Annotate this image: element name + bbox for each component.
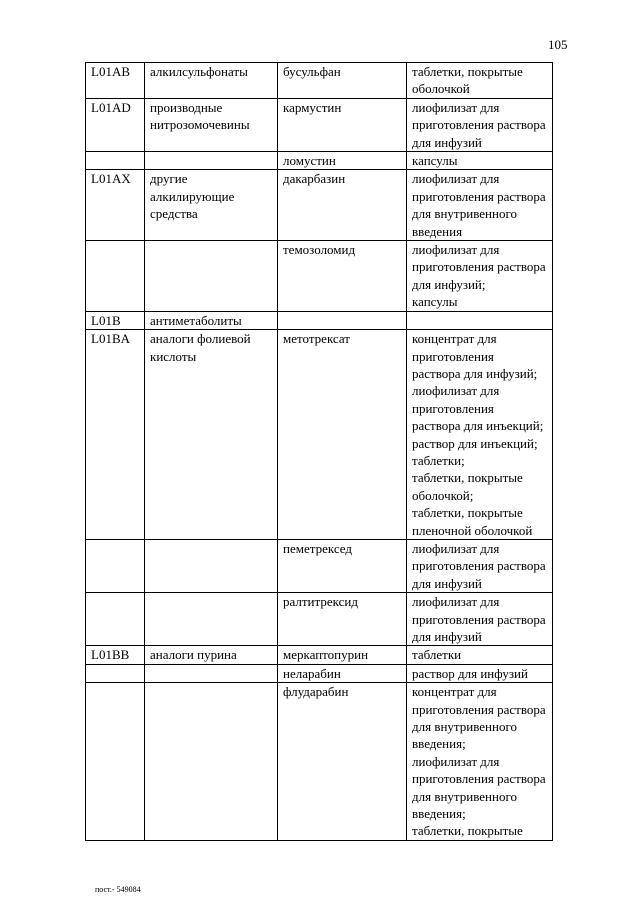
drug-name-cell — [278, 311, 407, 329]
dosage-form-line: для инфузий — [412, 575, 482, 591]
group-name-line: средства — [150, 206, 198, 222]
dosage-form-line: для внутривенного — [412, 788, 517, 804]
dosage-form-cell — [407, 646, 553, 664]
table-row — [86, 330, 553, 540]
dosage-form-line: приготовления — [412, 400, 494, 416]
table-row — [86, 683, 553, 841]
table-row — [86, 152, 553, 170]
table-row — [86, 646, 553, 664]
group-name-line: другие — [150, 171, 188, 187]
group-name-cell — [145, 683, 278, 841]
table-row — [86, 664, 553, 682]
atc-code-cell — [86, 539, 145, 592]
dosage-form-line: лиофилизат для — [412, 383, 500, 399]
atc-code: L01AB — [91, 64, 130, 79]
atc-code-cell — [86, 683, 145, 841]
group-name-cell — [145, 241, 278, 312]
dosage-form-cell — [407, 539, 553, 592]
dosage-form-cell — [407, 152, 553, 170]
atc-code-cell — [86, 330, 145, 540]
group-name-line: производные — [150, 99, 223, 115]
dosage-form-line: приготовления раствора — [412, 701, 546, 717]
drug-name-cell — [278, 152, 407, 170]
dosage-form-line: пленочной оболочкой — [412, 522, 533, 538]
atc-code-cell — [86, 241, 145, 312]
dosage-form-line: раствора для инфузий; — [412, 365, 538, 381]
group-name-line: аналоги пурина — [150, 647, 237, 663]
group-name-cell — [145, 311, 278, 329]
group-name-line: кислоты — [150, 348, 197, 364]
dosage-form-line: концентрат для — [412, 331, 497, 347]
group-name-cell — [145, 664, 278, 682]
dosage-form-line: таблетки, покрытые — [412, 64, 523, 79]
dosage-form-line: лиофилизат для — [412, 242, 500, 258]
group-name-line: аналоги фолиевой — [150, 331, 251, 347]
drug-table-body — [86, 63, 553, 841]
dosage-form-line: приготовления раствора — [412, 259, 546, 275]
atc-code-cell — [86, 152, 145, 170]
group-name-cell — [145, 98, 278, 151]
drug-name-cell — [278, 170, 407, 241]
drug-name-line: темозоломид — [283, 242, 356, 258]
dosage-form-cell — [407, 170, 553, 241]
dosage-form-line: введения; — [412, 736, 466, 752]
atc-code-cell — [86, 98, 145, 151]
dosage-form-line: раствора для инъекций; — [412, 418, 544, 434]
dosage-form-line: лиофилизат для — [412, 540, 500, 556]
dosage-form-line: таблетки, покрытые — [412, 505, 523, 521]
drug-name-cell — [278, 539, 407, 592]
group-name-line: алкилсульфонаты — [150, 64, 248, 79]
atc-code-cell — [86, 664, 145, 682]
dosage-form-line: капсулы — [412, 294, 458, 310]
dosage-form-line: для инфузий — [412, 134, 482, 150]
table-row — [86, 539, 553, 592]
dosage-form-line: приготовления раствора — [412, 771, 546, 787]
dosage-form-line: для инфузий — [412, 629, 482, 644]
dosage-form-line: таблетки — [412, 647, 462, 663]
dosage-form-line: капсулы — [412, 153, 458, 169]
group-name-line: нитрозомочевины — [150, 117, 250, 133]
atc-code-cell — [86, 593, 145, 646]
drug-name-cell — [278, 241, 407, 312]
dosage-form-cell — [407, 98, 553, 151]
drug-name-cell — [278, 683, 407, 841]
table-row — [86, 241, 553, 312]
dosage-form-cell — [407, 330, 553, 540]
group-name-cell — [145, 330, 278, 540]
dosage-form-cell — [407, 683, 553, 841]
atc-code: L01AX — [91, 171, 131, 187]
atc-code-cell — [86, 63, 145, 99]
drug-name-cell — [278, 330, 407, 540]
drug-name-line: кармустин — [283, 99, 342, 115]
atc-code: L01BA — [91, 331, 130, 347]
table-row — [86, 170, 553, 241]
table-row — [86, 593, 553, 646]
group-name-cell — [145, 593, 278, 646]
dosage-form-cell — [407, 593, 553, 646]
drug-name-line: флударабин — [283, 684, 349, 700]
dosage-form-line: оболочкой — [412, 81, 470, 97]
dosage-form-line: приготовления раствора — [412, 611, 546, 627]
atc-code-cell — [86, 646, 145, 664]
dosage-form-line: оболочкой; — [412, 487, 474, 503]
group-name-cell — [145, 152, 278, 170]
drug-name-cell — [278, 593, 407, 646]
atc-code: L01BB — [91, 647, 130, 663]
dosage-form-line: приготовления — [412, 348, 494, 364]
table-row — [86, 98, 553, 151]
drug-name-line: ралтитрексид — [283, 594, 358, 610]
dosage-form-line: раствор для инъекций; — [412, 435, 538, 451]
drug-table — [85, 62, 553, 841]
dosage-form-cell — [407, 664, 553, 682]
dosage-form-line: таблетки; — [412, 452, 465, 468]
drug-name-line: дакарбазин — [283, 171, 346, 187]
atc-code-cell — [86, 170, 145, 241]
dosage-form-cell — [407, 63, 553, 99]
dosage-form-line: раствор для инфузий — [412, 665, 528, 681]
group-name-cell — [145, 170, 278, 241]
dosage-form-line: приготовления раствора — [412, 558, 546, 574]
dosage-form-cell — [407, 311, 553, 329]
dosage-form-line: для внутривенного — [412, 719, 517, 735]
dosage-form-line: для инфузий; — [412, 276, 486, 292]
drug-name-line: меркаптопурин — [283, 647, 369, 663]
drug-name-line: пеметрексед — [283, 540, 352, 556]
atc-code: L01B — [91, 312, 121, 328]
drug-name-cell — [278, 646, 407, 664]
group-name-line: алкилирующие — [150, 188, 235, 204]
footer-code: пост.- 549084 — [95, 885, 141, 894]
dosage-form-line: введения; — [412, 806, 466, 822]
dosage-form-line: таблетки, покрытые — [412, 823, 523, 839]
dosage-form-line: лиофилизат для — [412, 99, 500, 115]
table-row — [86, 311, 553, 329]
group-name-cell — [145, 646, 278, 664]
group-name-cell — [145, 63, 278, 99]
page-number: 105 — [548, 37, 568, 52]
group-name-cell — [145, 539, 278, 592]
dosage-form-line: таблетки, покрытые — [412, 470, 523, 486]
dosage-form-line: концентрат для — [412, 684, 497, 700]
table-row — [86, 63, 553, 99]
dosage-form-line: приготовления раствора — [412, 188, 546, 204]
drug-name-line: ломустин — [283, 153, 336, 169]
drug-name-line: метотрексат — [283, 331, 350, 347]
group-name-line: антиметаболиты — [150, 312, 242, 328]
atc-code-cell — [86, 311, 145, 329]
drug-name-cell — [278, 63, 407, 99]
dosage-form-line: для внутривенного — [412, 206, 517, 222]
dosage-form-cell — [407, 241, 553, 312]
dosage-form-line: введения — [412, 223, 463, 239]
dosage-form-line: лиофилизат для — [412, 594, 500, 610]
drug-name-cell — [278, 98, 407, 151]
drug-name-line: бусульфан — [283, 64, 341, 79]
dosage-form-line: лиофилизат для — [412, 753, 500, 769]
atc-code: L01AD — [91, 99, 131, 115]
drug-name-line: неларабин — [283, 665, 341, 681]
drug-name-cell — [278, 664, 407, 682]
dosage-form-line: лиофилизат для — [412, 171, 500, 187]
dosage-form-line: приготовления раствора — [412, 117, 546, 133]
